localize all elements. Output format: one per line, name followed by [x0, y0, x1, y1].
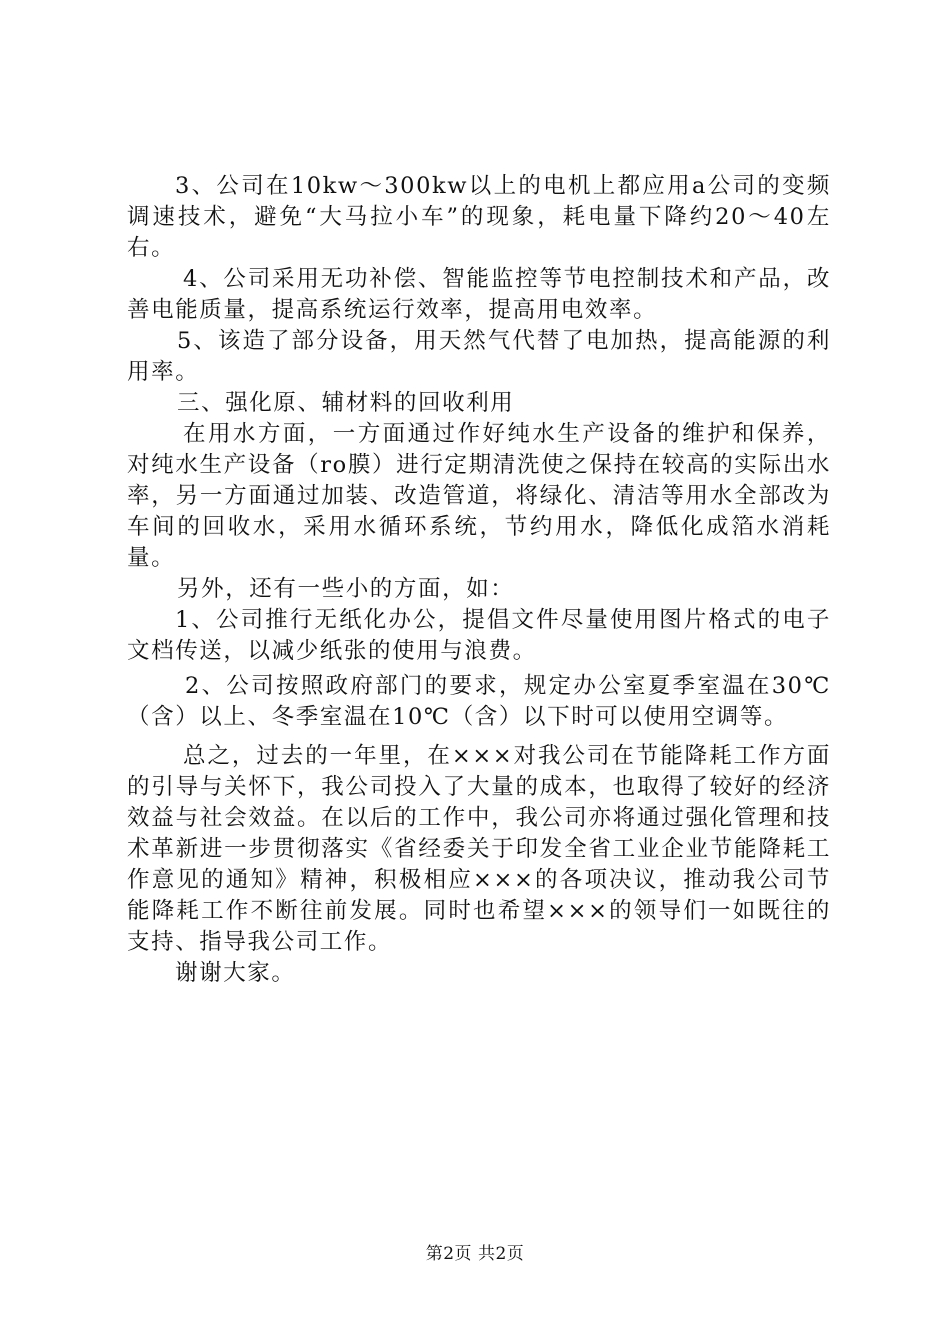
paragraph-other-aspects: 另外，还有一些小的方面，如：: [177, 576, 515, 602]
paragraph-thanks: 谢谢大家。: [175, 960, 296, 986]
paragraph-water-use: 在用水方面，一方面通过作好纯水生产设备的维护和保养，对纯水生产设备（ro膜）进行定期清洗使之保持在较高的实际出水率，另一方面通过加装、改造管道，将绿化、清洁等用水全部改为车间的回收水，采用水循环系统，节约用水，降低化成箔水消耗量。: [127, 421, 831, 571]
paragraph-item-3: 3、公司在10kw～300kw以上的电机上都应用a公司的变频调速技术，避免“大马拉小车”的现象，耗电量下降约20～40左右。: [127, 173, 831, 261]
paragraph-small-item-2: 2、公司按照政府部门的要求，规定办公室夏季室温在30℃（含）以上、冬季室温在10℃（含）以下时可以使用空调等。: [127, 673, 831, 730]
document-body: [127, 171, 831, 989]
paragraph-small-item-1: 1、公司推行无纸化办公，提倡文件尽量使用图片格式的电子文档传送，以减少纸张的使用与浪费。: [127, 607, 831, 664]
paragraph-item-4: 4、公司采用无功补偿、智能监控等节电控制技术和产品，改善电能质量，提高系统运行效率，提高用电效率。: [127, 266, 831, 323]
section-heading: 三、强化原、辅材料的回收利用: [177, 390, 515, 416]
page-number-footer: 第2页 共2页: [425, 1244, 525, 1264]
paragraph-item-5: 5、该造了部分设备，用天然气代替了电加热，提高能源的利用率。: [127, 328, 831, 385]
paragraph-summary: 总之，过去的一年里，在×××对我公司在节能降耗工作方面的引导与关怀下，我公司投入了大量的成本，也取得了较好的经济效益与社会效益。在以后的工作中，我公司亦将通过强化管理和技术革新进一步贯彻落实《省经委关于印发全省工业企业节能降耗工作意见的通知》精神，积极相应×××的各项决议，推动我公司节能降耗工作不断往前发展。同时也希望×××的领导们一如既往的支持、指导我公司工作。: [127, 743, 831, 955]
